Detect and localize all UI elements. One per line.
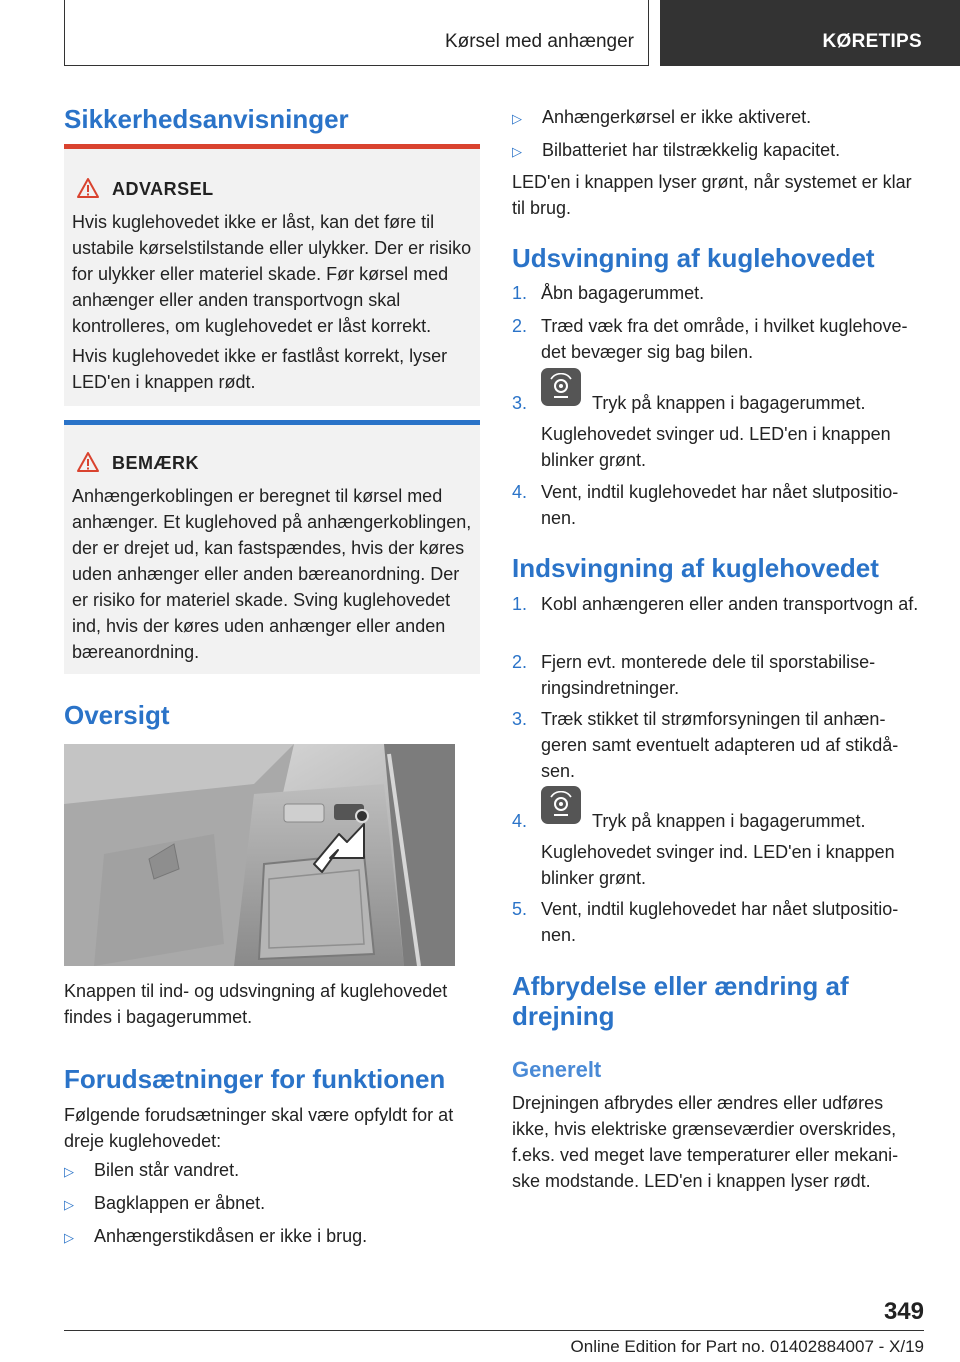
list-item-text: Anhængerstikdåsen er ikke i brug. — [94, 1226, 368, 1246]
list-item-text: Bilbatteriet har tilstrækkelig kapacitet. — [542, 140, 841, 160]
trunk-illustration — [64, 744, 455, 966]
step-number: 3. — [512, 393, 528, 413]
list-item — [512, 137, 924, 163]
warning-text-1: Hvis kuglehovedet ikke er låst, kan det føre til ustabile kørselstilstande eller ulykker. Der er risiko for ulykker eller materiel skade. Før kørsel med anhænger eller anden transportvogn skal kontrolleres, om kuglehovedet er låst korrekt. — [72, 212, 472, 336]
led-ready-text: LED'en i knappen lyser grønt, når systemet er klar til brug. — [512, 172, 912, 218]
step-subtext: Kuglehovedet svinger ud. LED'en i knappen blinker grønt. — [541, 424, 891, 470]
list-item — [64, 1190, 480, 1216]
header-section-label: Kørsel med anhænger — [444, 31, 634, 52]
step-text: Vent, indtil kuglehovedet har nået slutpositionen. — [541, 482, 899, 528]
list-item-text: Bilen står vandret. — [94, 1160, 240, 1180]
step-text: Vent, indtil kuglehovedet har nået slutpositionen. — [541, 899, 899, 945]
list-item — [64, 1223, 480, 1249]
warning-title: ADVARSEL — [112, 179, 214, 199]
step-number: 4. — [512, 482, 528, 502]
triangle-bullet-icon: ▷ — [64, 1164, 74, 1179]
step-number: 2. — [512, 652, 528, 672]
step-text: Åbn bagagerummet. — [541, 283, 705, 303]
list-item — [64, 1157, 480, 1183]
prereq-intro: Følgende forudsætninger skal være opfyldt for at dreje kuglehovedet: — [64, 1105, 454, 1151]
list-item-text: Anhængerkørsel er ikke aktiveret. — [542, 107, 812, 127]
heading-overview: Oversigt — [64, 700, 170, 730]
heading-swing-out: Udsvingning af kuglehovedet — [512, 243, 875, 273]
triangle-bullet-icon: ▷ — [512, 144, 522, 159]
heading-general: Generelt — [512, 1057, 602, 1082]
step-text: Tryk på knappen i bagagerummet. — [592, 811, 866, 831]
footer-divider — [64, 1330, 924, 1331]
note-box — [64, 420, 480, 674]
footer-edition: Online Edition for Part no. 01402884007 - X/19 — [570, 1337, 924, 1356]
step-subtext: Kuglehovedet svinger ind. LED'en i knappen blinker grønt. — [541, 842, 895, 888]
step-number: 2. — [512, 316, 528, 336]
trunk-photo — [64, 744, 455, 966]
step-text: Tryk på knappen i bagagerummet. — [592, 393, 866, 413]
trailer-hitch-button-icon — [541, 786, 581, 824]
step-number: 5. — [512, 899, 528, 919]
page-number: 349 — [883, 1298, 924, 1325]
photo-caption: Knappen til ind- og udsvingning af kuglehovedet findes i bagagerummet. — [64, 981, 448, 1027]
note-title: BEMÆRK — [112, 453, 199, 473]
warning-text-2: Hvis kuglehovedet ikke er fastlåst korrekt, lyser LED'en i knappen rødt. — [72, 346, 448, 392]
page-header — [64, 0, 960, 66]
triangle-bullet-icon: ▷ — [512, 111, 522, 126]
heading-swing-in: Indsvingning af kuglehovedet — [512, 553, 879, 583]
caution-icon — [76, 451, 100, 473]
step-number: 1. — [512, 283, 528, 303]
header-section — [64, 0, 649, 66]
warning-box — [64, 144, 480, 406]
step-text: Træk stikket til strømforsyningen til anhængeren samt eventuelt adapteren ud af stikdåsen. — [541, 709, 899, 781]
general-text: Drejningen afbrydes eller ændres eller udføres ikke, hvis elektriske grænseværdier overskrides, f.eks. ved meget lave temperaturer eller mekaniske modstande. LED'en i knappen lyser rødt. — [512, 1093, 899, 1191]
step-text: Kobl anhængeren eller anden transportvogn af. — [541, 594, 919, 614]
triangle-bullet-icon: ▷ — [64, 1230, 74, 1245]
heading-prerequisites: Forudsætninger for funktionen — [64, 1064, 446, 1094]
heading-interrupt: Afbrydelse eller ændring af drejning — [512, 971, 849, 1031]
list-item — [512, 104, 924, 130]
step-number: 4. — [512, 811, 528, 831]
warning-icon — [76, 177, 100, 199]
step-text: Fjern evt. monterede dele til sporstabiliseringsindretninger. — [541, 652, 876, 698]
step-text: Træd væk fra det område, i hvilket kuglehovedet bevæger sig bag bilen. — [541, 316, 908, 362]
triangle-bullet-icon: ▷ — [64, 1197, 74, 1212]
header-chapter — [660, 0, 960, 66]
step-number: 1. — [512, 594, 528, 614]
header-chapter-label: KØRETIPS — [822, 31, 922, 52]
trailer-hitch-button-icon — [541, 368, 581, 406]
list-item-text: Bagklappen er åbnet. — [94, 1193, 266, 1213]
step-number: 3. — [512, 709, 528, 729]
note-text: Anhængerkoblingen er beregnet til kørsel med anhænger. Et kuglehoved på anhængerkoblingen, der er drejet ud, kan fastspændes, hvis der køres uden anhænger eller anden bæreanordning. Der er risiko for materiel skade. Sving kuglehovedet ind, hvis der køres uden anhænger eller anden bæreanordning. — [72, 486, 472, 662]
heading-safety: Sikkerhedsanvisninger — [64, 104, 349, 134]
